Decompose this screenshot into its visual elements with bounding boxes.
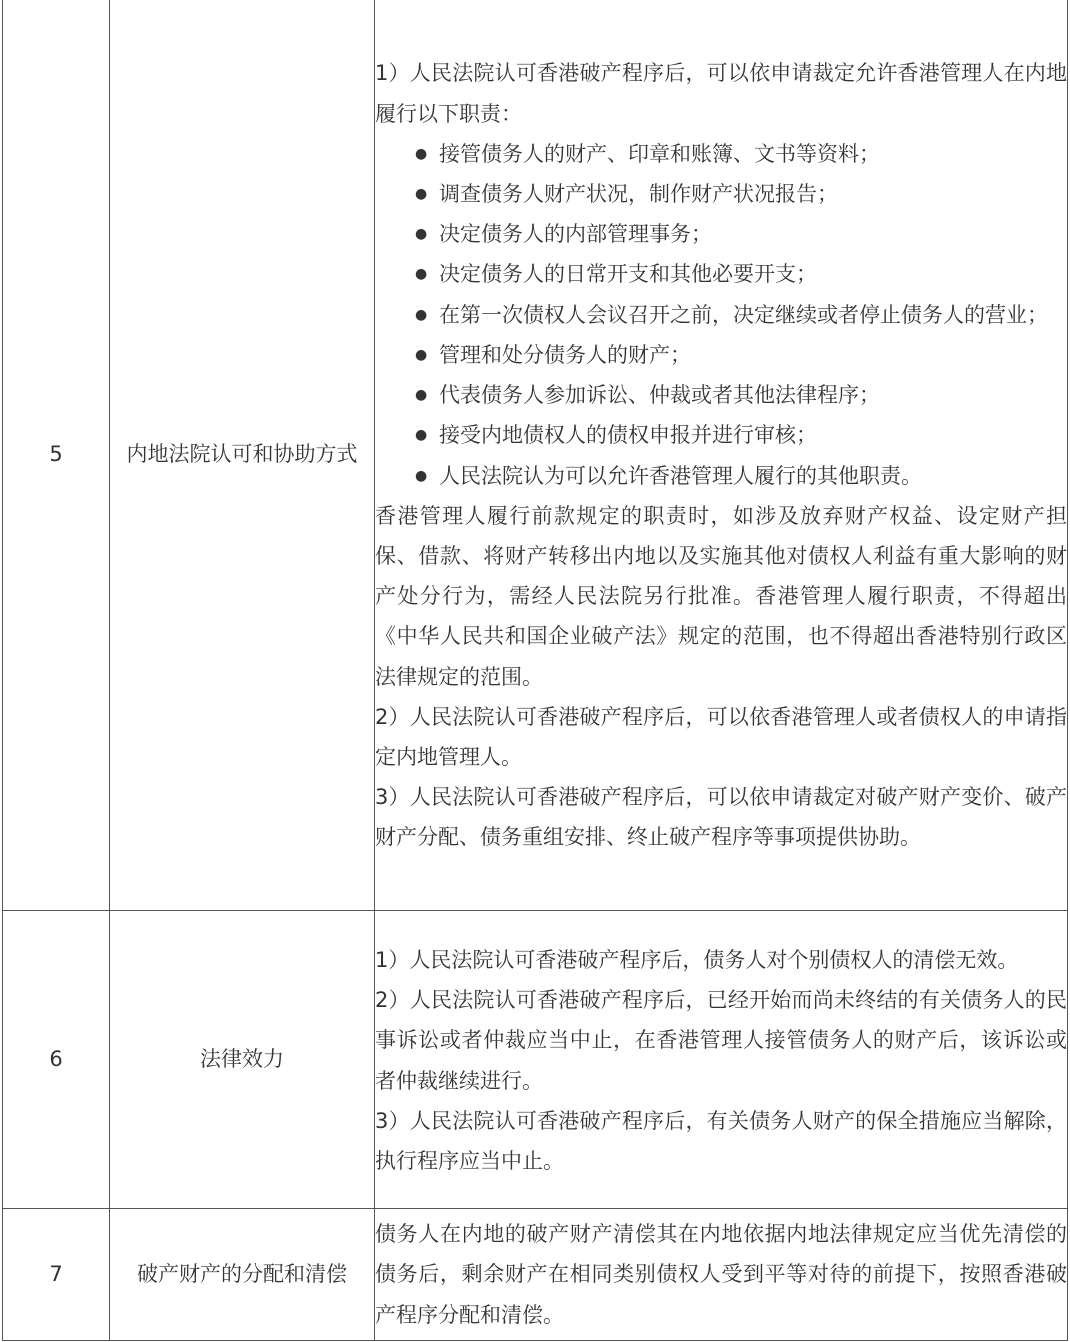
list-item	[415, 415, 1067, 455]
row-content	[375, 1209, 1068, 1341]
row-topic: 破产财产的分配和清偿	[110, 1209, 375, 1341]
list-item	[415, 375, 1067, 415]
bullet-icon: ●	[415, 387, 428, 404]
list-item	[415, 295, 1067, 335]
bullet-icon: ●	[415, 346, 428, 363]
list-item	[415, 214, 1067, 254]
duty-text: 管理和处分债务人的财产；	[439, 342, 691, 367]
content-block	[375, 1210, 1067, 1339]
item3: 3）人民法院认可香港破产程序后，可以依申请裁定对破产财产变价、破产财产分配、债务重组安排、终止破产程序等事项提供协助。	[375, 785, 1067, 850]
row-topic: 法律效力	[110, 911, 375, 1209]
content-block	[375, 43, 1067, 865]
row-topic: 内地法院认可和协助方式	[110, 0, 375, 911]
row-content	[375, 0, 1068, 911]
row-number: 7	[3, 1209, 110, 1341]
duty-text: 代表债务人参加诉讼、仲裁或者其他法律程序；	[439, 383, 880, 408]
effect-item-1: 1）人民法院认可香港破产程序后，债务人对个别债权人的清偿无效。	[375, 947, 1019, 972]
effect-item-2: 2）人民法院认可香港破产程序后，已经开始而尚未终结的有关债务人的民事诉讼或者仲裁应当中止，在香港管理人接管债务人的财产后，该诉讼或者仲裁继续进行。	[375, 988, 1067, 1093]
item1-note: 香港管理人履行前款规定的职责时，如涉及放弃财产权益、设定财产担保、借款、将财产转移出内地以及实施其他对债权人利益有重大影响的财产处分行为，需经人民法院另行批准。香港管理人履行职责，不得超出《中华人民共和国企业破产法》规定的范围，也不得超出香港特别行政区法律规定的范围。	[375, 503, 1067, 689]
table-row-6	[3, 911, 1068, 1209]
bullet-icon: ●	[415, 186, 428, 203]
distribution-text: 债务人在内地的破产财产清偿其在内地依据内地法律规定应当优先清偿的债务后，剩余财产在相同类别债权人受到平等对待的前提下，按照香港破产程序分配和清偿。	[375, 1222, 1067, 1327]
legal-table	[2, 0, 1068, 1341]
bullet-icon: ●	[415, 427, 428, 444]
bullet-icon: ●	[415, 145, 428, 162]
bullet-icon: ●	[415, 226, 428, 243]
duty-text: 接管债务人的财产、印章和账簿、文书等资料；	[439, 141, 880, 166]
duty-text: 调查债务人财产状况，制作财产状况报告；	[439, 182, 838, 207]
row-number: 6	[3, 911, 110, 1209]
row-content	[375, 911, 1068, 1209]
duty-list	[375, 134, 1067, 496]
table-row-5	[3, 0, 1068, 911]
list-item	[415, 134, 1067, 174]
duty-text: 决定债务人的日常开支和其他必要开支；	[439, 262, 817, 287]
list-item	[415, 456, 1067, 496]
list-item	[415, 254, 1067, 294]
item2: 2）人民法院认可香港破产程序后，可以依香港管理人或者债权人的申请指定内地管理人。	[375, 704, 1067, 769]
effect-item-3: 3）人民法院认可香港破产程序后，有关债务人财产的保全措施应当解除，执行程序应当中止。	[375, 1108, 1067, 1173]
table-row-7	[3, 1209, 1068, 1341]
duty-text: 在第一次债权人会议召开之前，决定继续或者停止债务人的营业；	[439, 302, 1048, 327]
row-number: 5	[3, 0, 110, 911]
duty-text: 决定债务人的内部管理事务；	[439, 222, 712, 247]
bullet-icon: ●	[415, 266, 428, 283]
duty-text: 接受内地债权人的债权申报并进行审核；	[439, 423, 817, 448]
item1-intro: 1）人民法院认可香港破产程序后，可以依申请裁定允许香港管理人在内地履行以下职责：	[375, 61, 1067, 126]
bullet-icon: ●	[415, 306, 428, 323]
duty-text: 人民法院认为可以允许香港管理人履行的其他职责。	[439, 463, 922, 488]
list-item	[415, 335, 1067, 375]
bullet-icon: ●	[415, 467, 428, 484]
content-block	[375, 930, 1067, 1189]
list-item	[415, 174, 1067, 214]
